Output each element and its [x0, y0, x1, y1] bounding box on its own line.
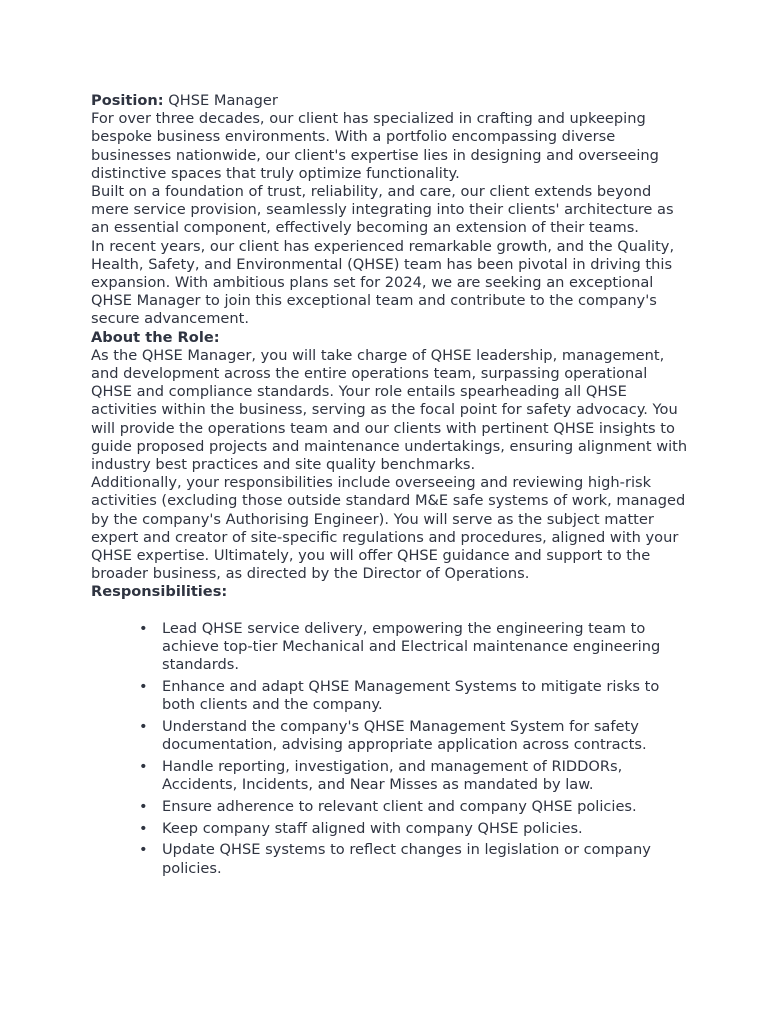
- bullet-icon: •: [139, 619, 148, 637]
- intro-paragraph-company-history: For over three decades, our client has specialized in crafting and upkeeping bespoke business environments. With a portfolio encompassing diverse businesses nationwide, our client's expertise lies in designing and overseeing distinctive spaces that truly optimize functionality.: [91, 110, 659, 182]
- list-item: [139, 619, 691, 675]
- list-item-text: Update QHSE systems to reflect changes in legislation or company policies.: [162, 841, 651, 877]
- responsibilities-heading: Responsibilities:: [91, 583, 228, 601]
- position-line: [91, 92, 691, 110]
- intro-paragraph-values: Built on a foundation of trust, reliability, and care, our client extends beyond mere service provision, seamlessly integrating into their clients' architecture as an essential component, effectively becoming an extension of their teams.: [91, 183, 674, 237]
- intro-paragraph-growth: In recent years, our client has experienced remarkable growth, and the Quality, Health, Safety, and Environmental (QHSE) team has been pivotal in driving this expansion. With ambitious plans set for 2024, we are seeking an exceptional QHSE Manager to join this exceptional team and contribute to the company's secure advancement.: [91, 237, 675, 328]
- list-item-text: Lead QHSE service delivery, empowering the engineering team to achieve top-tier Mechanical and Electrical maintenance engineering standards.: [162, 619, 661, 674]
- list-item: [139, 757, 691, 794]
- list-item: [139, 797, 691, 816]
- list-item-text: Keep company staff aligned with company QHSE policies.: [162, 819, 583, 837]
- position-label: Position:: [91, 92, 164, 109]
- list-item-text: Ensure adherence to relevant client and company QHSE policies.: [162, 797, 637, 815]
- list-item-text: Handle reporting, investigation, and management of RIDDORs, Accidents, Incidents, and Near Misses as mandated by law.: [162, 757, 623, 794]
- position-title: QHSE Manager: [163, 92, 278, 109]
- bullet-icon: •: [139, 841, 148, 859]
- bullet-icon: •: [139, 677, 148, 695]
- about-role-paragraph-leadership: As the QHSE Manager, you will take charge of QHSE leadership, management, and development across the entire operations team, surpassing operational QHSE and compliance standards. Your role entails spearheading all QHSE activities within the business, serving as the focal point for safety advocacy. You will provide the operations team and our clients with pertinent QHSE insights to guide proposed projects and maintenance undertakings, ensuring alignment with industry best practices and site quality benchmarks.: [91, 346, 688, 474]
- about-role-paragraph-oversight: Additionally, your responsibilities include overseeing and reviewing high-risk activities (excluding those outside standard M&E safe systems of work, managed by the company's Authorising Engineer). You will serve as the subject matter expert and creator of site-specific regulations and procedures, aligned with your QHSE expertise. Ultimately, you will offer QHSE guidance and support to the broader business, as directed by the Director of Operations.: [91, 474, 686, 583]
- bullet-icon: •: [139, 717, 148, 735]
- list-item: [139, 819, 691, 838]
- responsibilities-list: [91, 620, 691, 878]
- list-item-text: Enhance and adapt QHSE Management Systems to mitigate risks to both clients and the company.: [162, 677, 660, 714]
- bullet-icon: •: [139, 757, 148, 775]
- list-item: [139, 841, 691, 877]
- list-item-text: Understand the company's QHSE Management System for safety documentation, advising appropriate application across contracts.: [162, 717, 647, 754]
- list-item: [139, 717, 691, 754]
- about-role-heading: About the Role:: [91, 328, 220, 346]
- list-item: [139, 677, 691, 714]
- bullet-icon: •: [139, 819, 148, 837]
- bullet-icon: •: [139, 797, 148, 815]
- job-description-document: [91, 92, 691, 881]
